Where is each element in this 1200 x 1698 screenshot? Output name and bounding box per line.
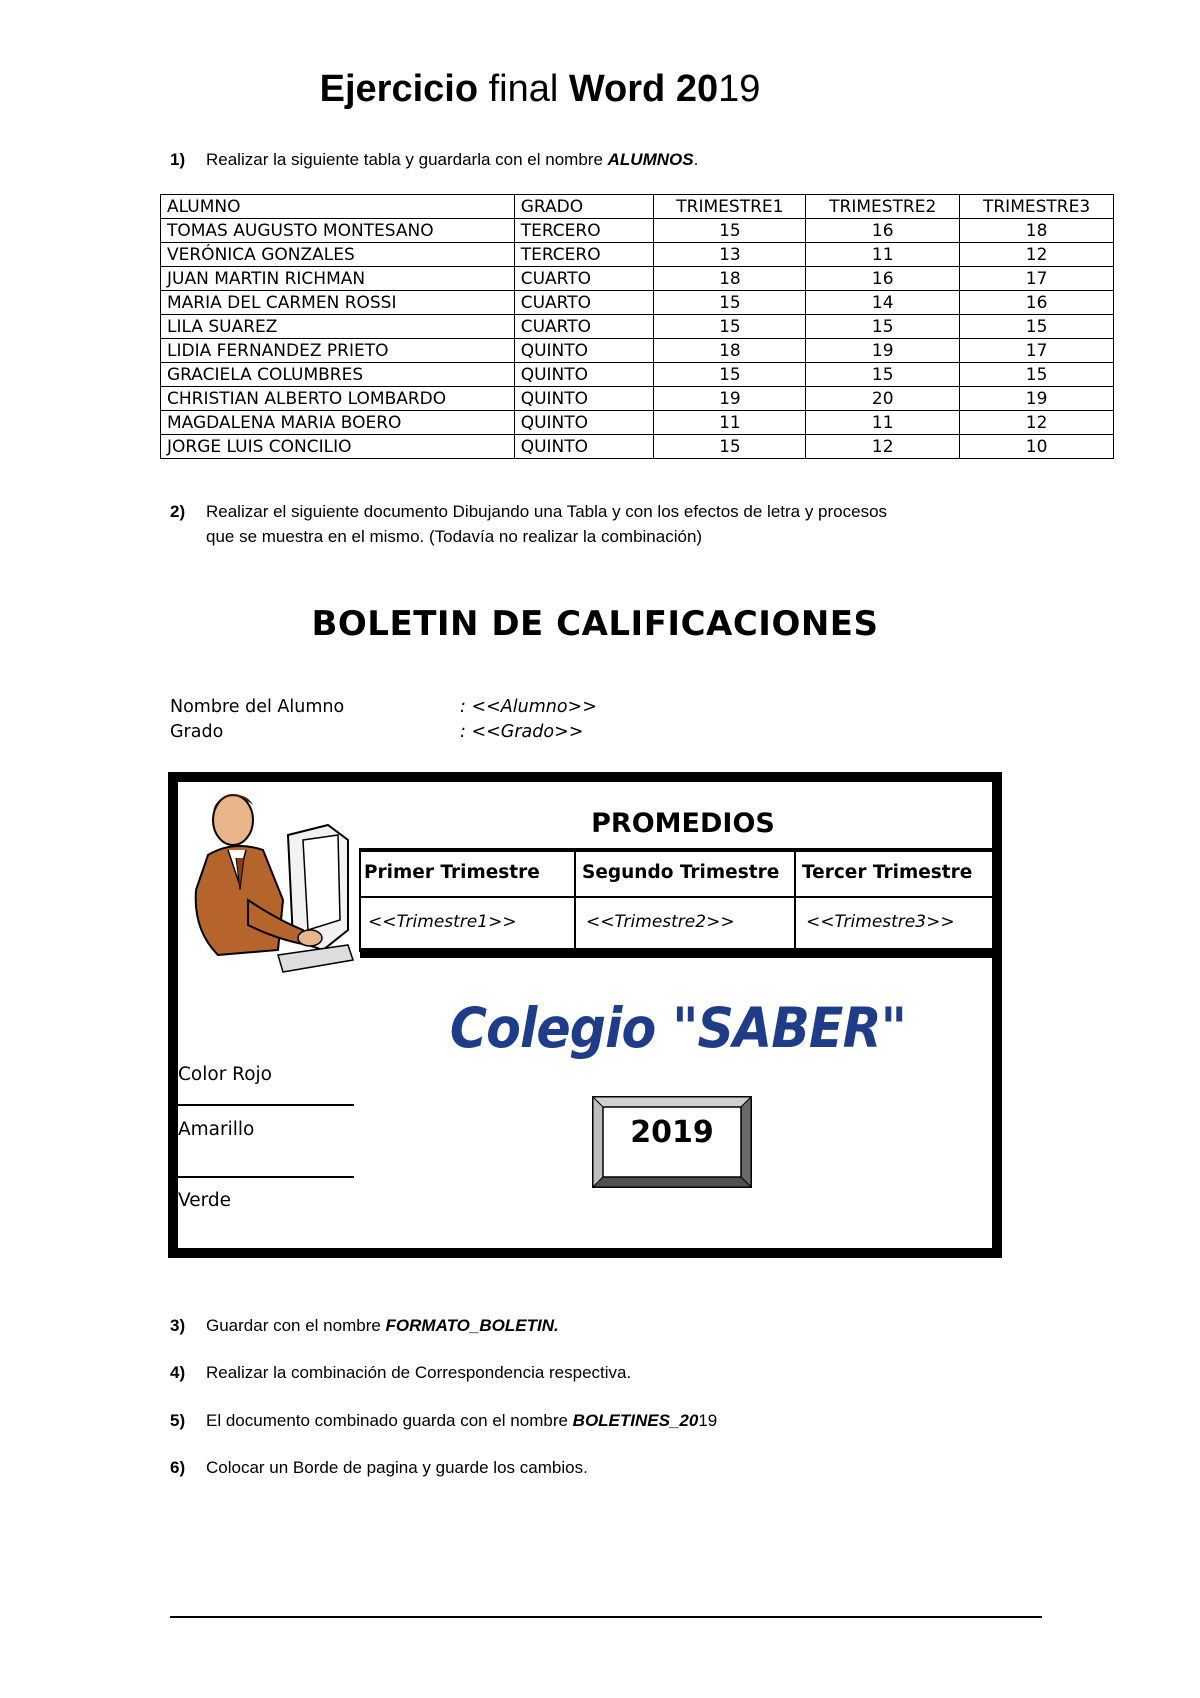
cell-trimestre2: 19 <box>806 339 960 363</box>
step-2: 2) Realizar el siguiente documento Dibujando una Tabla y con los efectos de letra y procesos <box>170 502 888 521</box>
cell-trimestre3: 17 <box>960 339 1114 363</box>
cell-alumno: LILA SUAREZ <box>161 315 515 339</box>
cell-trimestre1: 11 <box>654 411 806 435</box>
cell-alumno: VERÓNICA GONZALES <box>161 243 515 267</box>
verde-label: Verde <box>178 1190 232 1211</box>
table-row <box>161 219 1114 243</box>
cell-trimestre3: 12 <box>960 411 1114 435</box>
cell-grado: CUARTO <box>514 291 654 315</box>
cell-trimestre2: 15 <box>806 315 960 339</box>
nombre-value: : <<Alumno>> <box>460 697 597 717</box>
table-row <box>161 291 1114 315</box>
grado-value: : <<Grado>> <box>460 722 584 742</box>
promedios-bottom-rule <box>360 948 996 958</box>
step-5: 5) El documento combinado guarda con el nombre BOLETINES_2019 <box>170 1411 718 1430</box>
cell-alumno: MAGDALENA MARIA BOERO <box>161 411 515 435</box>
color-rojo-label: Color Rojo <box>178 1064 272 1085</box>
cell-trimestre1: 15 <box>654 291 806 315</box>
cell-grado: QUINTO <box>514 339 654 363</box>
promedios-title: PROMEDIOS <box>591 808 775 839</box>
header-trimestre3: TRIMESTRE3 <box>960 195 1114 219</box>
cell-trimestre1: 18 <box>654 267 806 291</box>
cell-trimestre3: 12 <box>960 243 1114 267</box>
cell-trimestre2: 15 <box>806 363 960 387</box>
table-row <box>161 435 1114 459</box>
card-left-bar <box>168 772 172 1258</box>
amarillo-label: Amarillo <box>178 1119 255 1140</box>
step-1: 1) Realizar la siguiente tabla y guardarla con el nombre ALUMNOS. <box>170 150 699 169</box>
cell-trimestre1: 13 <box>654 243 806 267</box>
promedios-col-divider-2 <box>794 848 796 952</box>
promedios-top-rule <box>360 848 996 852</box>
promedios-col-divider-0 <box>359 848 361 952</box>
cell-grado: QUINTO <box>514 435 654 459</box>
cell-alumno: TOMAS AUGUSTO MONTESANO <box>161 219 515 243</box>
boletin-title: BOLETIN DE CALIFICACIONES <box>311 604 879 644</box>
alumnos-table <box>160 194 1114 459</box>
step-4: 4) Realizar la combinación de Correspondencia respectiva. <box>170 1363 632 1382</box>
table-row <box>161 243 1114 267</box>
cell-grado: QUINTO <box>514 411 654 435</box>
cell-trimestre3: 19 <box>960 387 1114 411</box>
header-grado: GRADO <box>514 195 654 219</box>
table-row <box>161 363 1114 387</box>
footer-rule <box>170 1616 1042 1618</box>
year-label: 2019 <box>630 1115 714 1150</box>
step-6: 6) Colocar un Borde de pagina y guarde los cambios. <box>170 1458 588 1477</box>
val-trimestre3: <<Trimestre3>> <box>806 912 955 932</box>
color-rule-2 <box>178 1176 354 1178</box>
cell-trimestre2: 11 <box>806 243 960 267</box>
promedios-mid-rule <box>360 896 996 898</box>
cell-trimestre3: 17 <box>960 267 1114 291</box>
table-row <box>161 339 1114 363</box>
cell-grado: QUINTO <box>514 387 654 411</box>
person-computer-icon <box>188 780 358 980</box>
cell-trimestre2: 14 <box>806 291 960 315</box>
cell-trimestre2: 16 <box>806 267 960 291</box>
cell-trimestre1: 15 <box>654 219 806 243</box>
cell-alumno: JORGE LUIS CONCILIO <box>161 435 515 459</box>
cell-trimestre2: 16 <box>806 219 960 243</box>
promedios-col-divider-1 <box>574 848 576 952</box>
nombre-label: Nombre del Alumno <box>170 697 345 717</box>
table-row <box>161 387 1114 411</box>
cell-trimestre1: 19 <box>654 387 806 411</box>
cell-grado: CUARTO <box>514 315 654 339</box>
cell-trimestre2: 12 <box>806 435 960 459</box>
color-rule-1 <box>178 1104 354 1106</box>
table-row <box>161 411 1114 435</box>
cell-alumno: GRACIELA COLUMBRES <box>161 363 515 387</box>
table-header-row <box>161 195 1114 219</box>
header-trimestre1: TRIMESTRE1 <box>654 195 806 219</box>
cell-trimestre3: 10 <box>960 435 1114 459</box>
cell-trimestre3: 15 <box>960 315 1114 339</box>
cell-trimestre1: 15 <box>654 363 806 387</box>
table-row <box>161 267 1114 291</box>
col-tercer-trimestre: Tercer Trimestre <box>802 862 973 883</box>
cell-trimestre1: 15 <box>654 315 806 339</box>
cell-grado: CUARTO <box>514 267 654 291</box>
cell-trimestre3: 15 <box>960 363 1114 387</box>
colegio-wordart: Colegio "SABER" <box>449 996 907 1060</box>
step-3: 3) Guardar con el nombre FORMATO_BOLETIN. <box>170 1316 559 1335</box>
cell-grado: QUINTO <box>514 363 654 387</box>
cell-trimestre1: 18 <box>654 339 806 363</box>
cell-trimestre2: 11 <box>806 411 960 435</box>
header-trimestre2: TRIMESTRE2 <box>806 195 960 219</box>
cell-alumno: CHRISTIAN ALBERTO LOMBARDO <box>161 387 515 411</box>
cell-trimestre1: 15 <box>654 435 806 459</box>
val-trimestre2: <<Trimestre2>> <box>586 912 735 932</box>
val-trimestre1: <<Trimestre1>> <box>368 912 517 932</box>
col-primer-trimestre: Primer Trimestre <box>364 862 540 883</box>
page-title: Ejercicio final Word 2019 <box>319 68 761 110</box>
cell-grado: TERCERO <box>514 243 654 267</box>
cell-trimestre3: 16 <box>960 291 1114 315</box>
cell-alumno: MARIA DEL CARMEN ROSSI <box>161 291 515 315</box>
header-alumno: ALUMNO <box>161 195 515 219</box>
grado-label: Grado <box>170 722 224 742</box>
cell-trimestre3: 18 <box>960 219 1114 243</box>
cell-grado: TERCERO <box>514 219 654 243</box>
cell-alumno: JUAN MARTIN RICHMAN <box>161 267 515 291</box>
step-2-line2: que se muestra en el mismo. (Todavía no realizar la combinación) <box>206 527 703 546</box>
cell-alumno: LIDIA FERNANDEZ PRIETO <box>161 339 515 363</box>
cell-trimestre2: 20 <box>806 387 960 411</box>
col-segundo-trimestre: Segundo Trimestre <box>582 862 780 883</box>
table-row <box>161 315 1114 339</box>
